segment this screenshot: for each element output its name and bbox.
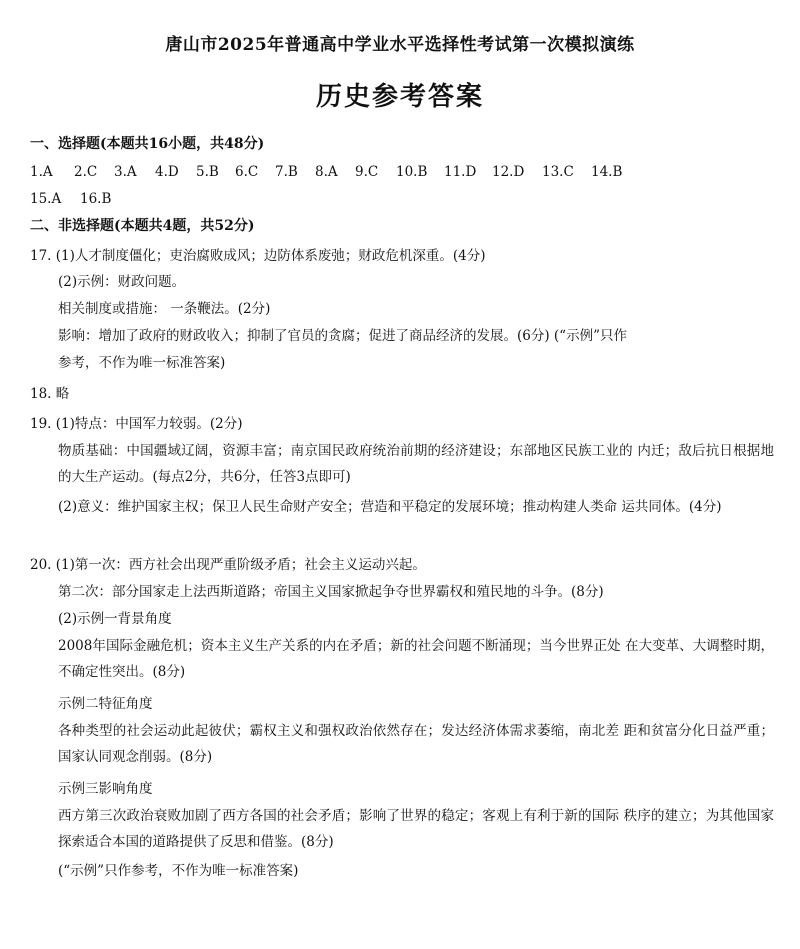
q18-answer: 18. 略 bbox=[30, 386, 70, 402]
q19-part1: 19. (1)特点：中国军力较弱。(2分) bbox=[30, 416, 243, 432]
subject-title: 历史参考答案 bbox=[315, 82, 484, 112]
answer-item: 12.D bbox=[492, 164, 525, 180]
q20-part1-second: 第二次：部分国家走上法西斯道路；帝国主义国家掀起争夺世界霸权和殖民地的斗争。(8分) bbox=[58, 584, 604, 600]
q20-example3-title: 示例三影响角度 bbox=[58, 781, 153, 797]
q17-note: 参考，不作为唯一标准答案) bbox=[58, 355, 226, 371]
answer-item: 1.A bbox=[30, 164, 53, 180]
answer-item: 8.A bbox=[315, 164, 338, 180]
q17-impact: 影响：增加了政府的财政收入；抑制了官员的贪腐；促进了商品经济的发展。(6分) (“示例”只作 bbox=[58, 328, 627, 344]
answer-item: 16.B bbox=[80, 191, 112, 207]
q17-measures: 相关制度或措施： 一条鞭法。(2分) bbox=[58, 301, 271, 317]
answer-item: 5.B bbox=[196, 164, 219, 180]
q20-example2-title: 示例二特征角度 bbox=[58, 696, 153, 712]
answer-item: 3.A bbox=[114, 164, 137, 180]
answer-item: 13.C bbox=[542, 164, 574, 180]
q17-part1: 17. (1)人才制度僵化；吏治腐败成风；边防体系废弛；财政危机深重。(4分) bbox=[30, 248, 486, 264]
answer-item: 7.B bbox=[275, 164, 298, 180]
q17-part2: (2)示例：财政问题。 bbox=[58, 274, 186, 290]
answer-item: 2.C bbox=[74, 164, 98, 180]
answer-item: 11.D bbox=[444, 164, 477, 180]
section2-heading: 二、非选择题(本题共4题，共52分) bbox=[30, 218, 255, 234]
q20-note: (“示例”只作参考，不作为唯一标准答案) bbox=[58, 863, 299, 879]
answer-item: 6.C bbox=[235, 164, 259, 180]
q19-material-basis: 物质基础：中国疆域辽阔，资源丰富；南京国民政府统治前期的经济建设；东部地区民族工业的 内迁；敌后抗日根据地的大生产运动。(每点2分，共6分，任答3点即可) bbox=[58, 443, 774, 485]
exam-title: 唐山市2025年普通高中学业水平选择性考试第一次模拟演练 bbox=[165, 35, 635, 55]
q19-significance: (2)意义：维护国家主权；保卫人民生命财产安全；营造和平稳定的发展环境；推动构建人类命 运共同体。(4分) bbox=[58, 499, 722, 515]
answer-item: 9.C bbox=[355, 164, 379, 180]
answer-item: 15.A bbox=[30, 191, 62, 207]
answer-item: 14.B bbox=[591, 164, 623, 180]
section1-heading: 一、选择题(本题共16小题，共48分) bbox=[30, 136, 265, 152]
q20-example1-text: 2008年国际金融危机；资本主义生产关系的内在矛盾；新的社会问题不断涌现；当今世界正处 在大变革、大调整时期，不确定性突出。(8分) bbox=[58, 638, 774, 680]
q20-example2-text: 各种类型的社会运动此起彼伏；霸权主义和强权政治依然存在；发达经济体需求萎缩，南北差 距和贫富分化日益严重；国家认同观念削弱。(8分) bbox=[58, 723, 774, 765]
answer-item: 10.B bbox=[396, 164, 428, 180]
q20-part1-first: 20. (1)第一次：西方社会出现严重阶级矛盾；社会主义运动兴起。 bbox=[30, 557, 426, 573]
q20-example3-text: 西方第三次政治衰败加剧了西方各国的社会矛盾；影响了世界的稳定；客观上有利于新的国际 秩序的建立；为其他国家探索适合本国的道路提供了反思和借鉴。(8分) bbox=[58, 808, 774, 850]
q20-example1-title: (2)示例一背景角度 bbox=[58, 611, 172, 627]
answer-item: 4.D bbox=[155, 164, 179, 180]
